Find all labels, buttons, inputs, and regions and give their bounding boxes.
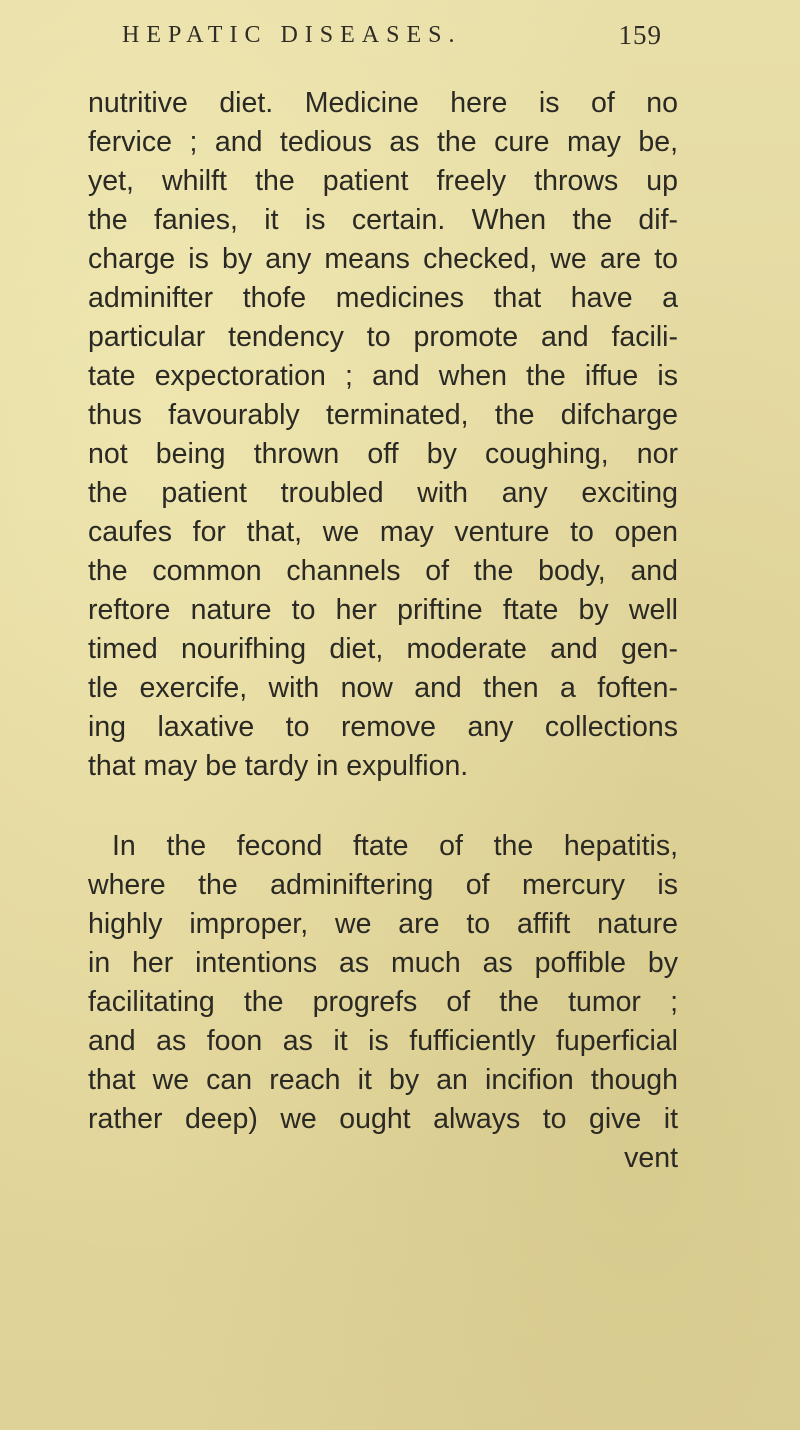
text-line: In the fecond ftate of the hepatitis, — [112, 830, 678, 862]
text-line: facilitating the progrefs of the tumor ; — [88, 986, 678, 1018]
paragraph-gap — [88, 786, 678, 827]
text-line: ing laxative to remove any collections — [88, 711, 678, 743]
text-line: caufes for that, we may venture to open — [88, 516, 678, 548]
body-text — [88, 84, 678, 1178]
text-line: and as foon as it is fufficiently fuperficial — [88, 1025, 678, 1057]
paragraph-1 — [88, 84, 678, 786]
running-head — [122, 18, 662, 58]
text-line: timed nourifhing diet, moderate and gen- — [88, 633, 678, 665]
text-line: adminifter thofe medicines that have a — [88, 282, 678, 314]
text-line: the fanies, it is certain. When the dif- — [88, 204, 678, 236]
text-line: highly improper, we are to affift nature — [88, 908, 678, 940]
paragraph-2 — [88, 827, 678, 1178]
text-line: rather deep) we ought always to give it — [88, 1103, 678, 1135]
text-line: the common channels of the body, and — [88, 555, 678, 587]
text-line: that may be tardy in expulfion. — [88, 750, 469, 782]
text-line: in her intentions as much as poffible by — [88, 947, 678, 979]
page-number: 159 — [618, 20, 662, 50]
text-line: charge is by any means checked, we are to — [88, 243, 678, 275]
text-line: fervice ; and tedious as the cure may be, — [88, 126, 678, 158]
text-line: yet, whilft the patient freely throws up — [88, 165, 678, 197]
text-line: tate expectoration ; and when the iffue is — [88, 360, 678, 392]
text-line: tle exercife, with now and then a foften- — [88, 672, 678, 704]
text-line: nutritive diet. Medicine here is of no — [88, 87, 678, 119]
text-line: the patient troubled with any exciting — [88, 477, 678, 509]
text-line: that we can reach it by an incifion though — [88, 1064, 678, 1096]
text-line: not being thrown off by coughing, nor — [88, 438, 678, 470]
text-line: thus favourably terminated, the difcharge — [88, 399, 678, 431]
text-line: where the adminiftering of mercury is — [88, 869, 678, 901]
running-head-title: HEPATIC DISEASES. — [122, 22, 462, 48]
catchword: vent — [624, 1142, 678, 1174]
text-line: particular tendency to promote and facili- — [88, 321, 678, 353]
text-line: reftore nature to her priftine ftate by well — [88, 594, 678, 626]
